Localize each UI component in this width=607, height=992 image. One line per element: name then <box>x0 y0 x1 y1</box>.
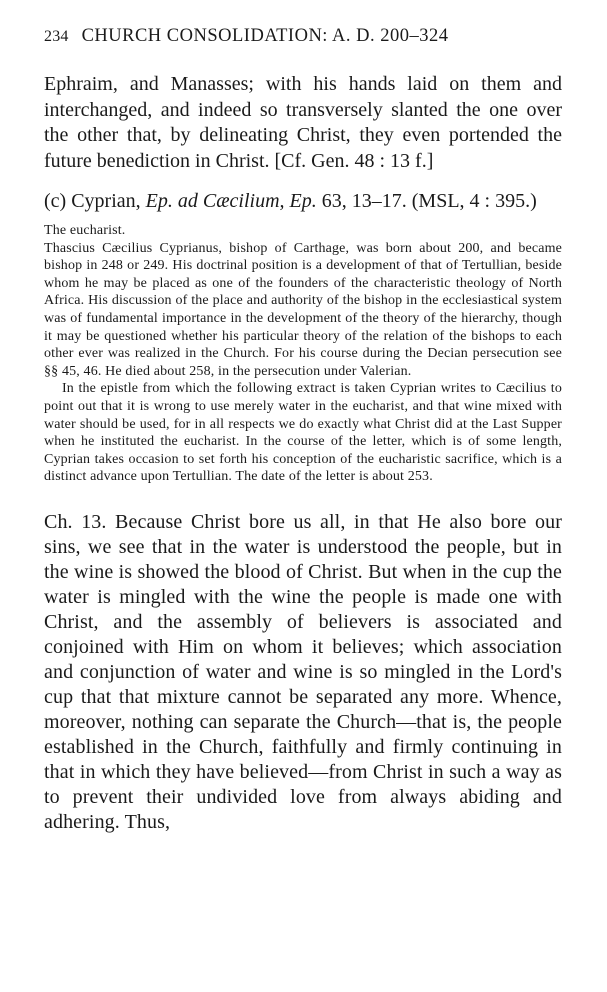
page-number: 234 <box>44 28 69 45</box>
notes-paragraph-2: In the epistle from which the following extract is taken Cyprian writes to Cæcilius to point out that it is wrong to use merely water in the eucharist, and that wine mixed with water should be used, for in all respects we do exactly what Christ did at the Last Supper when he instituted the eucharist. In the course of the letter, which is of some length, Cyprian takes occasion to set forth his conception of the eucharistic sacrifice, which is a distinct advance upon Tertullian. The date of the letter is about 253. <box>44 381 562 485</box>
source-work-1: Ep. ad Cæcilium, <box>145 190 285 212</box>
main-paragraph: Ch. 13. Because Christ bore us all, in that He also bore our sins, we see that in the water is understood the people, but in the wine is showed the blood of Christ. But when in the cup the water is mingled with the wine the people is made one with Christ, and the assembly of believers is associated and conjoined with Him on whom it believes; which association and conjunction of water and wine is so mingled in the Lord's cup that that mixture cannot be separated any more. Whence, moreover, nothing can separate the Church—that is, the people established in the Church, faithfully and firmly continuing in that in which they have believed—from Christ in such a way as to prevent their undivided love from always abiding and adhering. Thus, <box>44 510 562 833</box>
source-label: (c) Cyprian, <box>44 190 141 212</box>
main-text <box>44 510 562 835</box>
running-head <box>44 22 562 50</box>
lead-paragraph: Ephraim, and Manasses; with his hands laid on them and interchanged, and indeed so transversely slanted the one over the other that, by delineating Christ, they even portended the future benediction in Christ. [Cf. Gen. 48 : 13 f.] <box>44 73 562 172</box>
source-ref: 63, 13–17. (MSL, 4 : 395.) <box>321 190 537 212</box>
notes-paragraph-1: Thascius Cæcilius Cyprianus, bishop of Carthage, was born about 200, and became bishop in 248 or 249. His doctrinal position is a development of that of Tertullian, beside whom he may be placed as one of the founders of the characteristic theology of North Africa. His discussion of the place and authority of the bishop in the ecclesiastical system was of fundamental importance in the development of the theory of the hierarchy, though it may be questioned whether his particular theory of the relation of the bishops to each other ever was realized in the Church. For his course during the Decian persecution see §§ 45, 46. He died about 258, in the persecution under Valerian. <box>44 240 562 379</box>
editorial-notes <box>44 222 562 486</box>
notes-heading: The eucharist. <box>44 223 126 238</box>
source-citation <box>44 188 562 214</box>
running-head-title: CHURCH CONSOLIDATION: A. D. 200–324 <box>81 26 449 46</box>
source-work-2: Ep. <box>289 190 317 212</box>
book-page <box>44 22 562 835</box>
